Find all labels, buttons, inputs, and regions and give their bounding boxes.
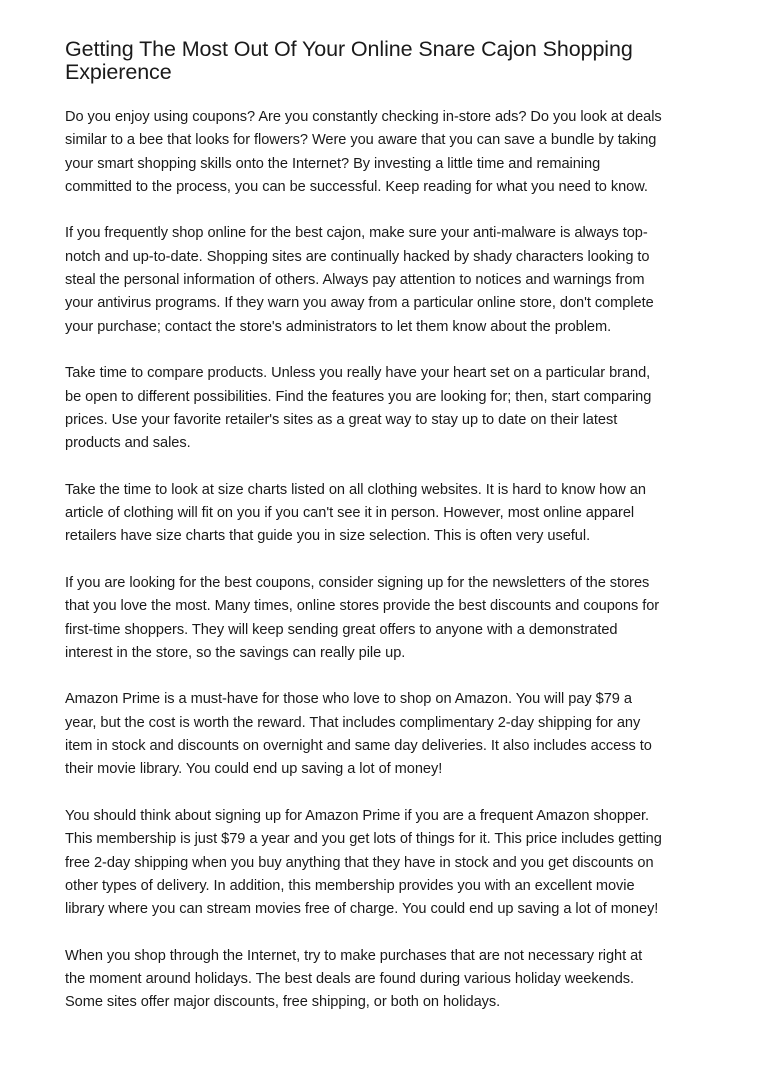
text-line: that you love the most. Many times, online stores provide the best discounts and coupons for (65, 598, 660, 615)
text-line: your antivirus programs. If they warn you away from a particular online store, don't complete (65, 295, 654, 312)
text-line: other types of delivery. In addition, this membership provides you with an excellent movie (65, 877, 635, 894)
text-line: Amazon Prime is a must-have for those who love to shop on Amazon. You will pay $79 a (65, 691, 632, 708)
text-line: interest in the store, so the savings can really pile up. (65, 644, 406, 661)
paragraph-amazon-membership (65, 805, 715, 921)
title-line: Getting The Most Out Of Your Online Snare Cajon Shopping (65, 37, 633, 61)
text-line: prices. Use your favorite retailer's sites as a great way to stay up to date on their latest (65, 411, 618, 428)
text-line: your smart shopping skills onto the Internet? By investing a little time and remaining (65, 155, 601, 172)
paragraph-compare-products (65, 362, 715, 455)
text-line: products and sales. (65, 435, 191, 452)
paragraph-amazon-prime (65, 688, 715, 781)
text-line: the moment around holidays. The best deals are found during various holiday weekends. (65, 970, 635, 987)
text-line: When you shop through the Internet, try to make purchases that are not necessary right at (65, 947, 643, 964)
paragraph-holidays (65, 945, 715, 1015)
document-page (65, 38, 715, 1038)
text-line: similar to a bee that looks for flowers? Were you aware that you can save a bundle by taking (65, 132, 657, 149)
text-line: committed to the process, you can be successful. Keep reading for what you need to know. (65, 178, 648, 195)
text-line: If you frequently shop online for the best cajon, make sure your anti-malware is always top- (65, 225, 648, 242)
text-line: article of clothing will fit on you if you can't see it in person. However, most online apparel (65, 505, 635, 522)
text-line: Take the time to look at size charts listed on all clothing websites. It is hard to know how an (65, 481, 646, 498)
paragraph-coupons (65, 572, 715, 665)
text-line: year, but the cost is worth the reward. That includes complimentary 2-day shipping for any (65, 714, 641, 731)
paragraph-size-charts (65, 479, 715, 549)
text-line: free 2-day shipping when you buy anything that they have in stock and you get discounts on (65, 854, 654, 871)
text-line: their movie library. You could end up saving a lot of money! (65, 761, 443, 778)
title-line: Expierence (65, 60, 172, 84)
text-line: You should think about signing up for Amazon Prime if you are a frequent Amazon shopper. (65, 807, 650, 824)
text-line: your purchase; contact the store's administrators to let them know about the problem. (65, 318, 612, 335)
text-line: be open to different possibilities. Find the features you are looking for; then, start comparing (65, 388, 652, 405)
text-line: item in stock and discounts on overnight and same day deliveries. It also includes access to (65, 738, 652, 755)
text-line: Take time to compare products. Unless you really have your heart set on a particular brand, (65, 365, 651, 382)
text-line: library where you can stream movies free of charge. You could end up saving a lot of money! (65, 901, 659, 918)
paragraph-intro (65, 106, 715, 199)
text-line: steal the personal information of others. Always pay attention to notices and warnings from (65, 272, 645, 289)
text-line: first-time shoppers. They will keep sending great offers to anyone with a demonstrated (65, 621, 618, 638)
text-line: If you are looking for the best coupons, consider signing up for the newsletters of the stores (65, 574, 650, 591)
text-line: This membership is just $79 a year and you get lots of things for it. This price includes getting (65, 831, 662, 848)
page-title (65, 38, 715, 84)
text-line: notch and up-to-date. Shopping sites are continually hacked by shady characters looking to (65, 248, 650, 265)
text-line: retailers have size charts that guide you in size selection. This is often very useful. (65, 528, 591, 545)
text-line: Do you enjoy using coupons? Are you constantly checking in-store ads? Do you look at deals (65, 109, 662, 125)
paragraph-anti-malware (65, 222, 715, 338)
text-line: Some sites offer major discounts, free shipping, or both on holidays. (65, 994, 501, 1011)
